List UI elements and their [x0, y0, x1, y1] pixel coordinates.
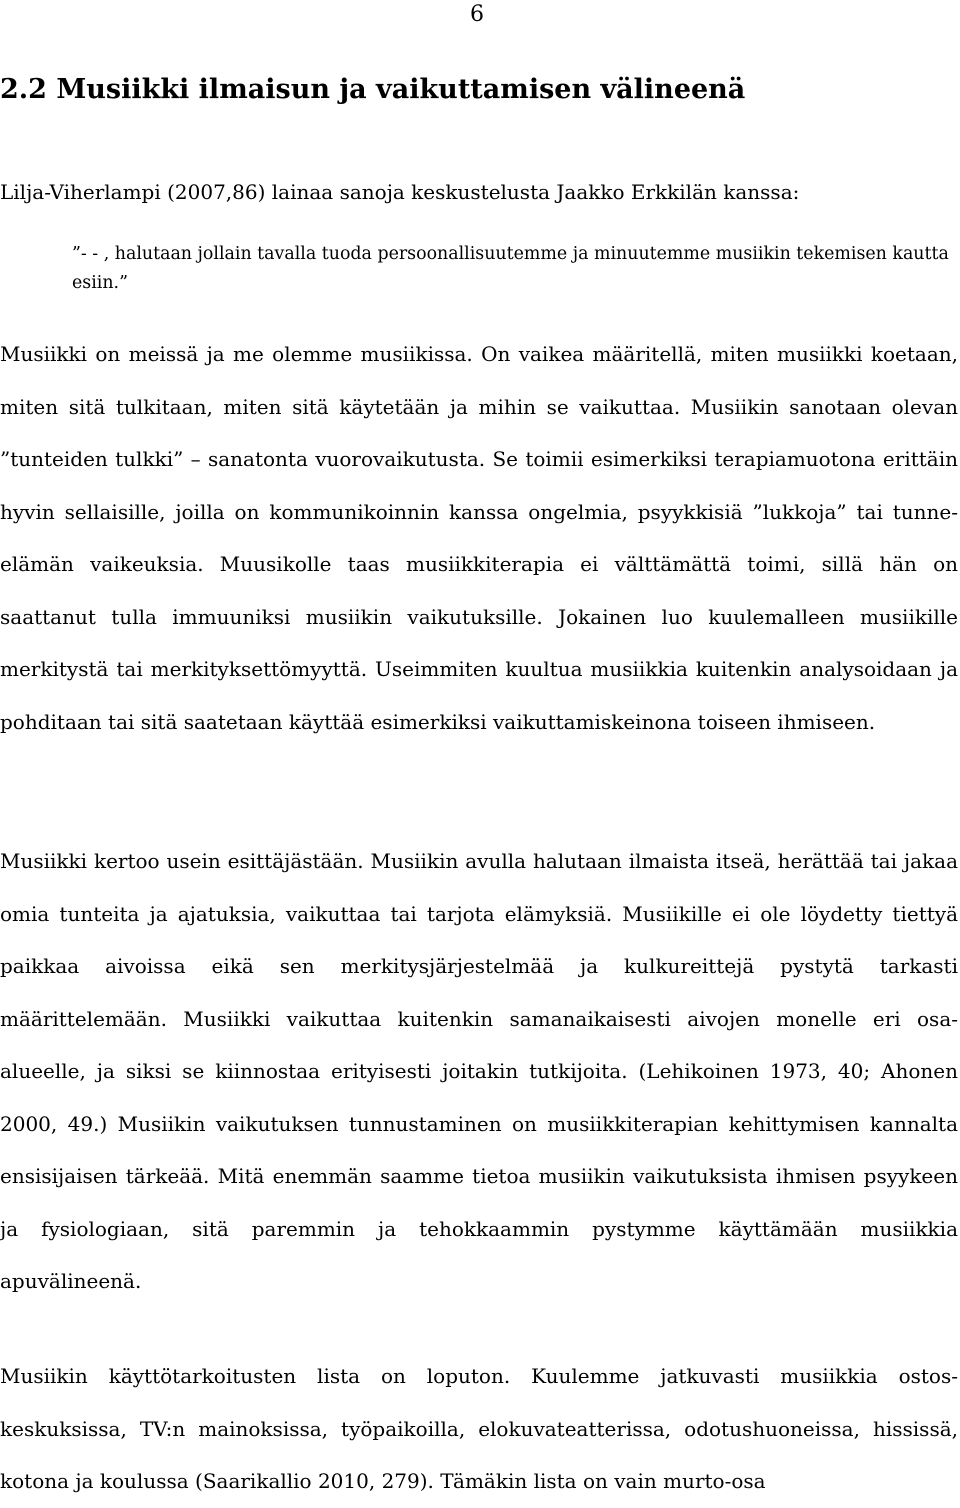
intro-line: Lilja-Viherlampi (2007,86) lainaa sanoja keskustelusta Jaakko Erkkilän kanssa:: [0, 180, 800, 204]
body-paragraph: Musiikki kertoo usein esittäjästään. Musiikin avulla halutaan ilmaista itseä, herättää tai jakaa omia tunteita ja ajatuksia, vaikuttaa tai tarjota elämyksiä. Musiikille ei ole löydetty tiettyä paikkaa aivoissa eikä sen merkitysjärjestelmää ja kulkureittejä pystytä tarkasti määrittelemään. Musiikki vaikuttaa kuitenkin samanaikaisesti aivojen monelle eri osa-alueelle, ja siksi se kiinnostaa erityisesti joitakin tutkijoita. (Lehikoinen 1973, 40; Ahonen 2000, 49.) Musiikin vaikutuksen tunnustaminen on musiikkiterapian kehittymisen kannalta ensisijaisen tärkeää. Mitä enemmän saamme tietoa musiikin vaikutuksista ihmisen psyykeen ja fysiologiaan, sitä paremmin ja tehokkaammin pystymme käyttämään musiikkia apuvälineenä.: [0, 849, 958, 1293]
section-heading: 2.2 Musiikki ilmaisun ja vaikuttamisen välineenä: [0, 74, 746, 105]
page-number: 6: [470, 2, 484, 27]
body-paragraph: Musiikin käyttötarkoitusten lista on loputon. Kuulemme jatkuvasti musiikkia ostoskeskuksissa, TV:n mainoksissa, työpaikoilla, elokuvateatterissa, odotushuoneissa, hississä, kotona ja koulussa (Saarikallio 2010, 279). Tämäkin lista on vain murto-osa: [0, 1364, 958, 1493]
block-quote: ”- - , halutaan jollain tavalla tuoda persoonallisuutemme ja minuutemme musiikin tekemisen kautta esiin.”: [72, 244, 949, 293]
body-paragraph: Musiikki on meissä ja me olemme musiikissa. On vaikea määritellä, miten musiikki koetaan, miten sitä tulkitaan, miten sitä käytetään ja mihin se vaikuttaa. Musiikin sanotaan olevan ”tunteiden tulkki” – sanatonta vuorovaikutusta. Se toimii esimerkiksi terapiamuotona erittäin hyvin sellaisille, joilla on kommunikoinnin kanssa ongelmia, psyykkisiä ”lukkoja” tai tunne-elämän vaikeuksia. Muusikolle taas musiikkiterapia ei välttämättä toimi, sillä hän on saattanut tulla immuuniksi musiikin vaikutuksille. Jokainen luo kuulemalleen musiikille merkitystä tai merkityksettömyyttä. Useimmiten kuultua musiikkia kuitenkin analysoidaan ja pohditaan tai sitä saatetaan käyttää esimerkiksi vaikuttamiskeinona toiseen ihmiseen.: [0, 342, 958, 734]
